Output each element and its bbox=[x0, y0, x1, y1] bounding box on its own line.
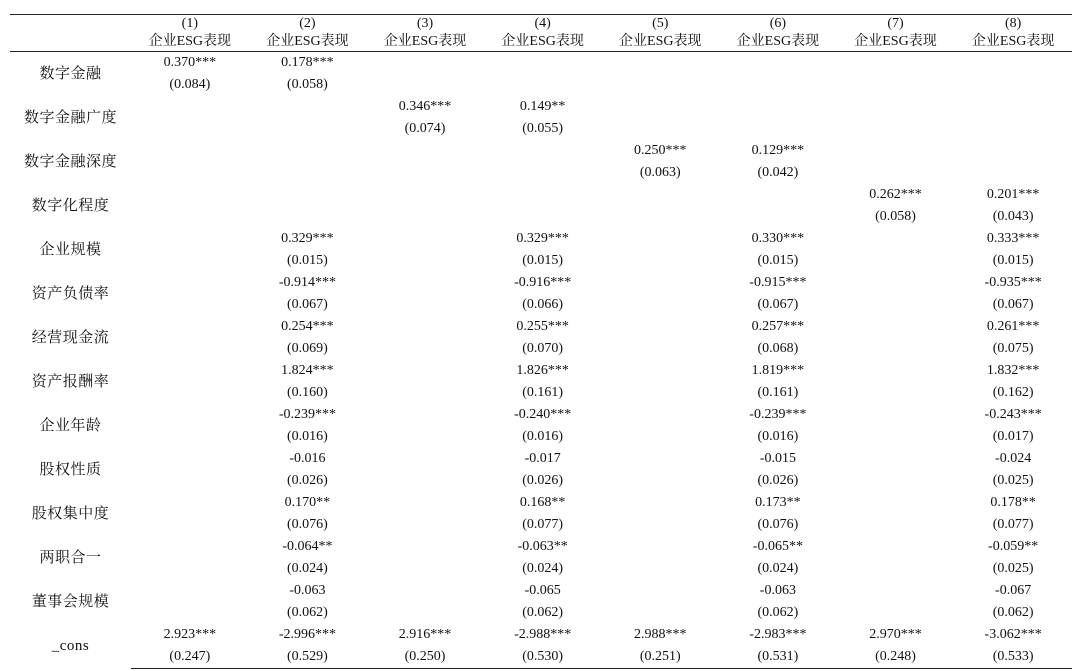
standard-error-cell bbox=[954, 74, 1072, 96]
standard-error-cell: (0.074) bbox=[404, 121, 446, 136]
standard-error-cell: (0.250) bbox=[366, 646, 484, 669]
variable-name: 数字金融广度 bbox=[24, 110, 118, 126]
standard-error-cell bbox=[601, 514, 719, 536]
coefficient-cell: -0.067 bbox=[995, 583, 1032, 598]
coefficient-cell bbox=[601, 492, 719, 514]
coefficient-cell: -2.988*** bbox=[514, 627, 572, 642]
standard-error-cell bbox=[131, 602, 249, 624]
standard-error-cell bbox=[954, 118, 1072, 140]
coefficient-cell bbox=[366, 140, 484, 162]
table-header bbox=[10, 15, 1072, 52]
coefficient-cell bbox=[131, 448, 249, 470]
coefficient-cell: -0.243*** bbox=[984, 407, 1042, 422]
dependent-variable-label: 企业ESG表现 bbox=[366, 33, 484, 52]
variable-name: 经营现金流 bbox=[31, 330, 110, 346]
standard-error-cell: (0.161) bbox=[522, 385, 564, 400]
standard-error-cell: (0.043) bbox=[992, 209, 1034, 224]
standard-error-cell bbox=[484, 206, 602, 228]
standard-error-cell bbox=[366, 382, 484, 404]
coefficient-cell bbox=[837, 96, 955, 118]
standard-error-cell bbox=[837, 294, 955, 316]
standard-error-cell: (0.015) bbox=[287, 253, 328, 268]
coefficient-cell bbox=[131, 140, 249, 162]
coefficient-cell: -0.065 bbox=[524, 583, 561, 598]
standard-error-cell: (0.058) bbox=[875, 209, 916, 224]
standard-error-cell bbox=[131, 338, 249, 360]
dependent-variable-label: 企业ESG表现 bbox=[837, 33, 955, 52]
coefficient-cell: 2.988*** bbox=[634, 627, 687, 642]
standard-error-cell bbox=[601, 74, 719, 96]
standard-error-row bbox=[10, 294, 1072, 316]
coefficient-cell: -0.914*** bbox=[278, 275, 337, 290]
coefficient-cell bbox=[131, 492, 249, 514]
coefficient-cell bbox=[837, 536, 955, 558]
column-number: (5) bbox=[601, 15, 719, 34]
column-number: (3) bbox=[366, 15, 484, 34]
standard-error-cell: (0.076) bbox=[287, 517, 328, 532]
coefficient-row bbox=[10, 624, 1072, 646]
column-number: (1) bbox=[131, 15, 249, 34]
standard-error-cell: (0.016) bbox=[757, 429, 799, 444]
coefficient-cell bbox=[366, 360, 484, 382]
variable-name: 资产负债率 bbox=[31, 286, 110, 302]
variable-name: 数字金融 bbox=[39, 66, 102, 82]
standard-error-cell: (0.062) bbox=[992, 605, 1034, 620]
column-number: (4) bbox=[484, 15, 602, 34]
coefficient-cell bbox=[601, 404, 719, 426]
coefficient-cell: -0.024 bbox=[995, 451, 1032, 466]
standard-error-cell: (0.067) bbox=[287, 297, 328, 312]
coefficient-cell bbox=[131, 272, 249, 294]
dependent-variable-row bbox=[10, 33, 1072, 52]
column-number-row bbox=[10, 15, 1072, 34]
standard-error-cell: (0.066) bbox=[522, 297, 564, 312]
standard-error-cell: (0.015) bbox=[522, 253, 564, 268]
coefficient-cell: 0.173** bbox=[755, 495, 801, 510]
coefficient-cell bbox=[601, 96, 719, 118]
standard-error-cell bbox=[837, 162, 955, 184]
standard-error-cell: (0.024) bbox=[287, 561, 328, 576]
standard-error-cell: (0.062) bbox=[287, 605, 328, 620]
standard-error-cell: (0.062) bbox=[757, 605, 799, 620]
coefficient-row bbox=[10, 492, 1072, 514]
standard-error-cell bbox=[601, 206, 719, 228]
standard-error-cell bbox=[719, 206, 837, 228]
coefficient-cell: 0.330*** bbox=[751, 231, 805, 246]
coefficient-cell bbox=[601, 448, 719, 470]
standard-error-cell bbox=[484, 74, 602, 96]
standard-error-row bbox=[10, 250, 1072, 272]
standard-error-cell: (0.015) bbox=[757, 253, 799, 268]
standard-error-cell bbox=[366, 162, 484, 184]
standard-error-cell bbox=[601, 426, 719, 448]
standard-error-cell bbox=[131, 382, 249, 404]
standard-error-cell bbox=[366, 338, 484, 360]
standard-error-cell bbox=[131, 426, 249, 448]
standard-error-cell bbox=[719, 118, 837, 140]
standard-error-cell: (0.026) bbox=[757, 473, 799, 488]
coefficient-cell: 0.346*** bbox=[398, 99, 452, 114]
standard-error-cell bbox=[719, 74, 837, 96]
coefficient-cell: 1.826*** bbox=[516, 363, 569, 378]
standard-error-cell: (0.251) bbox=[601, 646, 719, 669]
standard-error-cell: (0.529) bbox=[249, 646, 367, 669]
coefficient-cell: 0.149** bbox=[519, 99, 566, 114]
coefficient-cell bbox=[366, 316, 484, 338]
coefficient-cell bbox=[954, 96, 1072, 118]
coefficient-row bbox=[10, 536, 1072, 558]
standard-error-cell bbox=[366, 294, 484, 316]
standard-error-cell bbox=[131, 206, 249, 228]
coefficient-cell: -0.064** bbox=[282, 539, 333, 554]
coefficient-cell: 0.170** bbox=[284, 495, 331, 510]
column-number: (6) bbox=[719, 15, 837, 34]
coefficient-cell bbox=[249, 140, 367, 162]
variable-name: _cons bbox=[51, 638, 90, 655]
standard-error-cell bbox=[601, 558, 719, 580]
coefficient-cell: 0.329*** bbox=[281, 231, 334, 246]
coefficient-cell: 1.819*** bbox=[751, 363, 805, 378]
standard-error-row bbox=[10, 558, 1072, 580]
coefficient-cell: -0.065** bbox=[752, 539, 803, 554]
standard-error-cell: (0.015) bbox=[992, 253, 1034, 268]
standard-error-cell bbox=[837, 118, 955, 140]
coefficient-cell: -0.015 bbox=[759, 451, 796, 466]
standard-error-cell: (0.017) bbox=[992, 429, 1034, 444]
coefficient-row bbox=[10, 580, 1072, 602]
coefficient-cell: 0.129*** bbox=[751, 143, 805, 158]
standard-error-cell bbox=[366, 206, 484, 228]
coefficient-cell: -0.239*** bbox=[749, 407, 807, 422]
standard-error-cell bbox=[837, 250, 955, 272]
coefficient-row bbox=[10, 228, 1072, 250]
coefficient-cell bbox=[131, 404, 249, 426]
standard-error-cell: (0.062) bbox=[522, 605, 564, 620]
coefficient-cell: 0.178*** bbox=[281, 55, 334, 70]
dependent-variable-label: 企业ESG表现 bbox=[484, 33, 602, 52]
standard-error-cell bbox=[131, 118, 249, 140]
coefficient-cell bbox=[249, 96, 367, 118]
coefficient-cell bbox=[249, 184, 367, 206]
coefficient-cell bbox=[601, 272, 719, 294]
standard-error-row bbox=[10, 470, 1072, 492]
standard-error-cell: (0.076) bbox=[757, 517, 799, 532]
standard-error-cell bbox=[249, 162, 367, 184]
coefficient-cell bbox=[366, 52, 484, 75]
coefficient-row bbox=[10, 96, 1072, 118]
coefficient-cell bbox=[366, 536, 484, 558]
standard-error-cell bbox=[837, 514, 955, 536]
coefficient-cell: 0.370*** bbox=[163, 55, 217, 70]
coefficient-cell bbox=[601, 580, 719, 602]
coefficient-cell: -2.996*** bbox=[278, 627, 337, 642]
coefficient-cell bbox=[837, 316, 955, 338]
coefficient-cell bbox=[954, 140, 1072, 162]
coefficient-cell bbox=[366, 448, 484, 470]
standard-error-cell: (0.042) bbox=[757, 165, 799, 180]
coefficient-cell bbox=[601, 228, 719, 250]
standard-error-cell bbox=[601, 602, 719, 624]
coefficient-cell: -0.016 bbox=[289, 451, 326, 466]
coefficient-cell bbox=[601, 316, 719, 338]
standard-error-cell bbox=[601, 118, 719, 140]
column-number: (2) bbox=[249, 15, 367, 34]
coefficient-cell bbox=[601, 184, 719, 206]
coefficient-cell bbox=[131, 228, 249, 250]
standard-error-cell: (0.016) bbox=[287, 429, 328, 444]
coefficient-cell: -0.063 bbox=[289, 583, 326, 598]
coefficient-cell: 2.916*** bbox=[398, 627, 452, 642]
coefficient-cell: -0.239*** bbox=[278, 407, 337, 422]
dependent-variable-label: 企业ESG表现 bbox=[601, 33, 719, 52]
coefficient-cell bbox=[837, 492, 955, 514]
standard-error-cell bbox=[601, 470, 719, 492]
coefficient-cell: 0.178** bbox=[990, 495, 1036, 510]
dependent-variable-label: 企业ESG表现 bbox=[954, 33, 1072, 52]
standard-error-cell bbox=[131, 250, 249, 272]
standard-error-cell bbox=[366, 558, 484, 580]
coefficient-row bbox=[10, 272, 1072, 294]
dependent-variable-label: 企业ESG表现 bbox=[131, 33, 249, 52]
coefficient-cell bbox=[601, 360, 719, 382]
header-corner bbox=[10, 15, 131, 34]
standard-error-cell bbox=[131, 162, 249, 184]
coefficient-cell bbox=[837, 272, 955, 294]
standard-error-cell: (0.247) bbox=[131, 646, 249, 669]
standard-error-cell: (0.533) bbox=[954, 646, 1072, 669]
coefficient-cell bbox=[484, 184, 602, 206]
coefficient-cell bbox=[366, 580, 484, 602]
coefficient-cell: -0.935*** bbox=[984, 275, 1042, 290]
standard-error-row bbox=[10, 514, 1072, 536]
dependent-variable-label: 企业ESG表现 bbox=[719, 33, 837, 52]
table-body bbox=[10, 52, 1072, 669]
coefficient-cell: -0.017 bbox=[524, 451, 561, 466]
coefficient-cell: 2.923*** bbox=[163, 627, 217, 642]
standard-error-cell bbox=[837, 558, 955, 580]
standard-error-cell bbox=[131, 294, 249, 316]
coefficient-cell bbox=[131, 96, 249, 118]
coefficient-cell bbox=[131, 316, 249, 338]
coefficient-cell: 0.254*** bbox=[281, 319, 334, 334]
coefficient-row bbox=[10, 360, 1072, 382]
standard-error-cell bbox=[366, 470, 484, 492]
standard-error-cell: (0.067) bbox=[992, 297, 1034, 312]
coefficient-cell: 0.255*** bbox=[516, 319, 569, 334]
coefficient-cell: 0.262*** bbox=[869, 187, 922, 202]
coefficient-cell bbox=[366, 228, 484, 250]
standard-error-cell: (0.024) bbox=[757, 561, 799, 576]
standard-error-cell: (0.084) bbox=[169, 77, 211, 92]
variable-name: 企业规模 bbox=[39, 242, 102, 258]
standard-error-cell bbox=[249, 118, 367, 140]
column-number: (8) bbox=[954, 15, 1072, 34]
standard-error-cell bbox=[954, 162, 1072, 184]
coefficient-cell bbox=[837, 580, 955, 602]
variable-name: 企业年龄 bbox=[39, 418, 102, 434]
standard-error-cell bbox=[837, 426, 955, 448]
standard-error-cell bbox=[131, 558, 249, 580]
standard-error-row bbox=[10, 382, 1072, 404]
coefficient-row bbox=[10, 52, 1072, 75]
coefficient-cell: 0.333*** bbox=[986, 231, 1040, 246]
coefficient-cell: 2.970*** bbox=[869, 627, 922, 642]
variable-name: 董事会规模 bbox=[31, 594, 110, 610]
standard-error-cell: (0.068) bbox=[757, 341, 799, 356]
standard-error-row bbox=[10, 646, 1072, 669]
standard-error-cell bbox=[837, 382, 955, 404]
standard-error-cell: (0.058) bbox=[287, 77, 328, 92]
coefficient-cell bbox=[719, 184, 837, 206]
coefficient-row bbox=[10, 316, 1072, 338]
standard-error-cell: (0.077) bbox=[522, 517, 564, 532]
standard-error-row bbox=[10, 74, 1072, 96]
standard-error-cell: (0.055) bbox=[522, 121, 564, 136]
variable-name: 股权性质 bbox=[39, 462, 102, 478]
coefficient-cell bbox=[837, 404, 955, 426]
coefficient-cell: -0.063** bbox=[517, 539, 568, 554]
coefficient-cell: -2.983*** bbox=[749, 627, 807, 642]
header-corner bbox=[10, 33, 131, 52]
coefficient-cell bbox=[719, 96, 837, 118]
coefficient-cell: 0.168** bbox=[519, 495, 566, 510]
coefficient-cell: -0.915*** bbox=[749, 275, 807, 290]
coefficient-cell: 0.257*** bbox=[751, 319, 805, 334]
standard-error-cell: (0.162) bbox=[992, 385, 1034, 400]
coefficient-cell bbox=[131, 536, 249, 558]
coefficient-cell bbox=[484, 140, 602, 162]
standard-error-cell: (0.160) bbox=[287, 385, 328, 400]
coefficient-cell: 0.329*** bbox=[516, 231, 569, 246]
standard-error-cell bbox=[131, 470, 249, 492]
coefficient-cell bbox=[131, 184, 249, 206]
standard-error-cell bbox=[366, 426, 484, 448]
coefficient-cell bbox=[131, 580, 249, 602]
coefficient-row bbox=[10, 404, 1072, 426]
standard-error-cell: (0.063) bbox=[639, 165, 681, 180]
variable-name: 股权集中度 bbox=[31, 506, 110, 522]
coefficient-cell bbox=[837, 140, 955, 162]
variable-name: 数字化程度 bbox=[31, 198, 110, 214]
standard-error-cell: (0.016) bbox=[522, 429, 564, 444]
standard-error-cell: (0.530) bbox=[484, 646, 602, 669]
standard-error-cell bbox=[601, 382, 719, 404]
standard-error-cell: (0.025) bbox=[992, 561, 1034, 576]
coefficient-cell: -0.240*** bbox=[514, 407, 572, 422]
standard-error-cell: (0.531) bbox=[719, 646, 837, 669]
standard-error-row bbox=[10, 118, 1072, 140]
coefficient-cell bbox=[484, 52, 602, 75]
standard-error-cell: (0.248) bbox=[837, 646, 955, 669]
coefficient-row bbox=[10, 140, 1072, 162]
standard-error-cell: (0.026) bbox=[522, 473, 564, 488]
standard-error-cell bbox=[837, 338, 955, 360]
coefficient-cell: -0.916*** bbox=[514, 275, 572, 290]
standard-error-cell: (0.025) bbox=[992, 473, 1034, 488]
standard-error-cell: (0.067) bbox=[757, 297, 799, 312]
variable-name: 资产报酬率 bbox=[31, 374, 110, 390]
coefficient-cell bbox=[719, 52, 837, 75]
coefficient-cell bbox=[601, 52, 719, 75]
coefficient-cell bbox=[366, 404, 484, 426]
standard-error-cell bbox=[837, 74, 955, 96]
coefficient-cell bbox=[837, 52, 955, 75]
standard-error-cell bbox=[837, 602, 955, 624]
coefficient-cell bbox=[837, 360, 955, 382]
coefficient-cell bbox=[366, 184, 484, 206]
coefficient-cell: 1.824*** bbox=[281, 363, 334, 378]
standard-error-cell: (0.161) bbox=[757, 385, 799, 400]
standard-error-cell bbox=[837, 470, 955, 492]
standard-error-cell bbox=[366, 74, 484, 96]
standard-error-cell: (0.024) bbox=[522, 561, 564, 576]
coefficient-row bbox=[10, 184, 1072, 206]
standard-error-row bbox=[10, 206, 1072, 228]
standard-error-cell bbox=[366, 514, 484, 536]
standard-error-cell: (0.069) bbox=[287, 341, 328, 356]
standard-error-cell: (0.077) bbox=[992, 517, 1034, 532]
coefficient-cell bbox=[366, 492, 484, 514]
column-number: (7) bbox=[837, 15, 955, 34]
standard-error-cell bbox=[484, 162, 602, 184]
standard-error-row bbox=[10, 426, 1072, 448]
coefficient-cell: -3.062*** bbox=[984, 627, 1042, 642]
standard-error-cell bbox=[366, 250, 484, 272]
coefficient-cell: 0.250*** bbox=[634, 143, 687, 158]
standard-error-row bbox=[10, 602, 1072, 624]
coefficient-cell: -0.059** bbox=[988, 539, 1039, 554]
coefficient-cell bbox=[601, 536, 719, 558]
standard-error-cell bbox=[601, 250, 719, 272]
standard-error-cell bbox=[131, 514, 249, 536]
coefficient-cell bbox=[366, 272, 484, 294]
standard-error-row bbox=[10, 162, 1072, 184]
coefficient-cell bbox=[954, 52, 1072, 75]
coefficient-row bbox=[10, 448, 1072, 470]
standard-error-cell: (0.070) bbox=[522, 341, 564, 356]
standard-error-cell bbox=[601, 294, 719, 316]
standard-error-cell bbox=[601, 338, 719, 360]
coefficient-cell bbox=[131, 360, 249, 382]
standard-error-cell: (0.075) bbox=[992, 341, 1034, 356]
standard-error-cell bbox=[366, 602, 484, 624]
coefficient-cell bbox=[837, 448, 955, 470]
coefficient-cell: 0.201*** bbox=[986, 187, 1040, 202]
standard-error-cell bbox=[249, 206, 367, 228]
coefficient-cell bbox=[837, 228, 955, 250]
coefficient-cell: 0.261*** bbox=[986, 319, 1040, 334]
dependent-variable-label: 企业ESG表现 bbox=[249, 33, 367, 52]
variable-name: 两职合一 bbox=[39, 550, 102, 566]
coefficient-cell: -0.063 bbox=[759, 583, 796, 598]
standard-error-cell: (0.026) bbox=[287, 473, 328, 488]
variable-name: 数字金融深度 bbox=[24, 154, 118, 170]
standard-error-row bbox=[10, 338, 1072, 360]
regression-table bbox=[10, 14, 1072, 669]
coefficient-cell: 1.832*** bbox=[986, 363, 1040, 378]
